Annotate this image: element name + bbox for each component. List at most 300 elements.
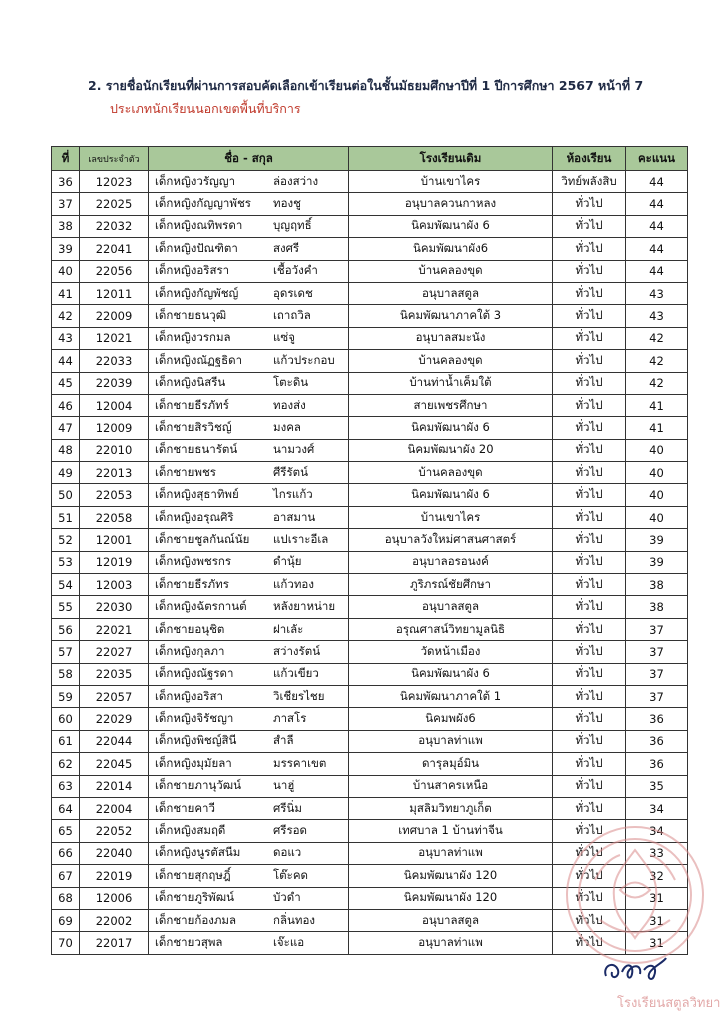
cell-school: นิคมพัฒนาผัง6: [349, 238, 553, 260]
cell-school: นิคมพัฒนาผัง 6: [349, 663, 553, 685]
table-row: [52, 439, 688, 461]
cell-score: 37: [626, 663, 688, 685]
cell-room: ทั่วไป: [553, 641, 626, 663]
table-row: [52, 730, 688, 752]
cell-score: 43: [626, 282, 688, 304]
cell-room: ทั่วไป: [553, 663, 626, 685]
page-subtitle: ประเภทนักเรียนนอกเขตพื้นที่บริการ: [110, 101, 301, 116]
cell-score: 42: [626, 350, 688, 372]
cell-score: 31: [626, 909, 688, 931]
cell-score: 40: [626, 484, 688, 506]
cell-score: 41: [626, 417, 688, 439]
last-name: ล่องสว่าง: [273, 173, 319, 188]
cell-no: 40: [52, 260, 80, 282]
first-name: เด็กหญิงวรกมล: [155, 330, 231, 345]
cell-room: ทั่วไป: [553, 551, 626, 573]
last-name: เชื้อวังคำ: [273, 263, 318, 278]
cell-school: อนุบาลวังใหม่ศาสนศาสตร์: [349, 529, 553, 551]
first-name: เด็กชายธีรภัทร์: [155, 397, 229, 412]
cell-id: 22014: [80, 775, 149, 797]
cell-id: 12006: [80, 887, 149, 909]
cell-score: 44: [626, 238, 688, 260]
cell-name: [149, 305, 349, 327]
cell-score: 42: [626, 372, 688, 394]
cell-id: 22032: [80, 215, 149, 237]
table-row: [52, 484, 688, 506]
school-seal-stamp: [560, 820, 710, 970]
cell-room: ทั่วไป: [553, 820, 626, 842]
cell-room: ทั่วไป: [553, 506, 626, 528]
cell-school: บ้านเขาไคร: [349, 171, 553, 193]
cell-name: [149, 529, 349, 551]
cell-id: 22021: [80, 618, 149, 640]
cell-school: นิคมพัฒนาผัง 6: [349, 215, 553, 237]
cell-id: 12019: [80, 551, 149, 573]
first-name: เด็กหญิงณัฏฐธิดา: [155, 352, 243, 367]
cell-room: ทั่วไป: [553, 238, 626, 260]
table-row: [52, 417, 688, 439]
seal-text: โรงเรียนสตูลวิทยา: [617, 996, 721, 1011]
cell-score: 31: [626, 887, 688, 909]
cell-score: 40: [626, 506, 688, 528]
cell-no: 43: [52, 327, 80, 349]
last-name: แก้วทอง: [273, 576, 314, 591]
cell-no: 67: [52, 865, 80, 887]
cell-no: 49: [52, 462, 80, 484]
cell-room: ทั่วไป: [553, 282, 626, 304]
cell-id: 22019: [80, 865, 149, 887]
table-row: [52, 551, 688, 573]
last-name: แปเราะอีเล: [273, 531, 329, 546]
first-name: เด็กชายสุกฤษฎิ์: [155, 867, 231, 882]
cell-id: 22004: [80, 797, 149, 819]
header-no: ที่: [52, 147, 80, 171]
cell-school: อนุบาลควนกาหลง: [349, 193, 553, 215]
cell-school: เทศบาล 1 บ้านท่าจีน: [349, 820, 553, 842]
cell-score: 34: [626, 820, 688, 842]
cell-room: ทั่วไป: [553, 529, 626, 551]
cell-school: บ้านสาครเหนือ: [349, 775, 553, 797]
cell-no: 69: [52, 909, 80, 931]
table-row: [52, 685, 688, 707]
first-name: เด็กหญิงสมฤดี: [155, 823, 226, 838]
cell-id: 22057: [80, 685, 149, 707]
table-row: [52, 618, 688, 640]
cell-no: 47: [52, 417, 80, 439]
cell-school: อนุบาลท่าแพ: [349, 730, 553, 752]
cell-id: 22041: [80, 238, 149, 260]
cell-no: 45: [52, 372, 80, 394]
last-name: สงศรี: [273, 240, 300, 255]
cell-room: ทั่วไป: [553, 865, 626, 887]
last-name: มงคล: [273, 419, 301, 434]
cell-school: บ้านคลองขุด: [349, 462, 553, 484]
cell-no: 36: [52, 171, 80, 193]
last-name: ดำนุ้ย: [273, 554, 302, 569]
header-score: คะแนน: [626, 147, 688, 171]
first-name: เด็กหญิงพิชญ์สินี: [155, 733, 237, 748]
table-row: [52, 596, 688, 618]
last-name: หลังยาหน่าย: [273, 599, 336, 614]
first-name: เด็กชายวสุพล: [155, 934, 223, 949]
table-row: [52, 462, 688, 484]
cell-school: มุสลิมวิทยาภูเก็ต: [349, 797, 553, 819]
cell-id: 22025: [80, 193, 149, 215]
cell-school: บ้านท่าน้ำเค็มใต้: [349, 372, 553, 394]
cell-id: 22052: [80, 820, 149, 842]
cell-room: ทั่วไป: [553, 417, 626, 439]
cell-id: 12023: [80, 171, 149, 193]
cell-name: [149, 171, 349, 193]
cell-room: ทั่วไป: [553, 260, 626, 282]
cell-school: นิคมพัฒนาภาคใต้ 1: [349, 685, 553, 707]
cell-room: ทั่วไป: [553, 797, 626, 819]
cell-no: 38: [52, 215, 80, 237]
cell-no: 51: [52, 506, 80, 528]
cell-name: [149, 641, 349, 663]
header-id: เลขประจำตัว: [80, 147, 149, 171]
cell-room: ทั่วไป: [553, 618, 626, 640]
cell-name: [149, 462, 349, 484]
first-name: เด็กชายธนวุฒิ: [155, 308, 227, 323]
first-name: เด็กหญิงพชรกร: [155, 554, 232, 569]
cell-no: 54: [52, 574, 80, 596]
cell-school: อนุบาลสตูล: [349, 596, 553, 618]
last-name: แก้วเขียว: [273, 666, 319, 681]
cell-id: 12021: [80, 327, 149, 349]
cell-school: อนุบาลท่าแพ: [349, 932, 553, 954]
cell-no: 70: [52, 932, 80, 954]
cell-room: ทั่วไป: [553, 909, 626, 931]
last-name: สำลี: [273, 733, 294, 748]
cell-name: [149, 685, 349, 707]
cell-name: [149, 215, 349, 237]
last-name: ภาสโร: [273, 711, 307, 726]
table-row: [52, 797, 688, 819]
cell-id: 22039: [80, 372, 149, 394]
cell-no: 56: [52, 618, 80, 640]
cell-id: 22053: [80, 484, 149, 506]
cell-name: [149, 797, 349, 819]
cell-room: ทั่วไป: [553, 775, 626, 797]
cell-score: 40: [626, 439, 688, 461]
last-name: เถาถวิล: [273, 308, 311, 323]
cell-no: 39: [52, 238, 80, 260]
cell-school: อนุบาลท่าแพ: [349, 842, 553, 864]
cell-score: 44: [626, 215, 688, 237]
cell-school: นิคมพัฒนาผัง 120: [349, 865, 553, 887]
header-school: โรงเรียนเดิม: [349, 147, 553, 171]
first-name: เด็กหญิงฉัตรกานต์: [155, 599, 247, 614]
cell-school: อนุบาลสตูล: [349, 909, 553, 931]
table-row: [52, 394, 688, 416]
cell-name: [149, 506, 349, 528]
last-name: ศีรีรัตน์: [273, 464, 308, 479]
cell-school: นิคมพัฒนาผัง 120: [349, 887, 553, 909]
cell-id: 22027: [80, 641, 149, 663]
last-name: โต๊ะคด: [273, 867, 308, 882]
first-name: เด็กหญิงนูรตัสนีม: [155, 845, 241, 860]
last-name: นามวงศ์: [273, 442, 315, 457]
cell-score: 36: [626, 753, 688, 775]
last-name: นาฮู่: [273, 778, 295, 793]
cell-room: ทั่วไป: [553, 462, 626, 484]
last-name: ฝาเลัะ: [273, 621, 304, 636]
cell-no: 41: [52, 282, 80, 304]
cell-score: 36: [626, 730, 688, 752]
cell-school: บ้านเขาไคร: [349, 506, 553, 528]
cell-room: ทั่วไป: [553, 193, 626, 215]
cell-name: [149, 596, 349, 618]
first-name: เด็กชายสิรวิชญ์: [155, 419, 232, 434]
cell-room: ทั่วไป: [553, 372, 626, 394]
cell-name: [149, 865, 349, 887]
cell-name: [149, 260, 349, 282]
cell-school: อนุบาลสตูล: [349, 282, 553, 304]
cell-room: ทั่วไป: [553, 327, 626, 349]
cell-no: 55: [52, 596, 80, 618]
cell-name: [149, 327, 349, 349]
cell-score: 44: [626, 171, 688, 193]
cell-name: [149, 887, 349, 909]
cell-score: 39: [626, 529, 688, 551]
cell-id: 12011: [80, 282, 149, 304]
cell-id: 22017: [80, 932, 149, 954]
cell-name: [149, 282, 349, 304]
cell-id: 22010: [80, 439, 149, 461]
cell-score: 41: [626, 394, 688, 416]
cell-id: 22040: [80, 842, 149, 864]
cell-room: ทั่วไป: [553, 753, 626, 775]
cell-room: ทั่วไป: [553, 685, 626, 707]
cell-no: 60: [52, 708, 80, 730]
header-room: ห้องเรียน: [553, 147, 626, 171]
cell-no: 52: [52, 529, 80, 551]
cell-id: 22044: [80, 730, 149, 752]
cell-room: ทั่วไป: [553, 305, 626, 327]
cell-no: 58: [52, 663, 80, 685]
table-row: [52, 260, 688, 282]
cell-school: นิคมพัฒนาผัง 6: [349, 417, 553, 439]
table-header-row: [52, 147, 688, 171]
cell-id: 22056: [80, 260, 149, 282]
cell-school: นิคมพัฒนาผัง 6: [349, 484, 553, 506]
cell-no: 63: [52, 775, 80, 797]
table-row: [52, 663, 688, 685]
table-row: [52, 775, 688, 797]
table-row: [52, 574, 688, 596]
cell-school: สายเพชรศึกษา: [349, 394, 553, 416]
page-title: 2. รายชื่อนักเรียนที่ผ่านการสอบคัดเลือกเข้าเรียนต่อในชั้นมัธยมศึกษาปีที่ 1 ปีการศึกษา 2567 หน้าที่ 7: [88, 78, 644, 93]
table-row: [52, 215, 688, 237]
last-name: ศรีรอด: [273, 823, 308, 838]
cell-no: 57: [52, 641, 80, 663]
first-name: เด็กหญิงณทิพรดา: [155, 218, 243, 233]
cell-score: 34: [626, 797, 688, 819]
cell-room: ทั่วไป: [553, 730, 626, 752]
cell-name: [149, 663, 349, 685]
first-name: เด็กหญิงนิสรีน: [155, 375, 226, 390]
cell-id: 22033: [80, 350, 149, 372]
cell-id: 12009: [80, 417, 149, 439]
table-row: [52, 193, 688, 215]
cell-score: 42: [626, 327, 688, 349]
table-row: [52, 350, 688, 372]
last-name: บุญฤทธิ์: [273, 218, 312, 233]
cell-room: ทั่วไป: [553, 350, 626, 372]
cell-score: 37: [626, 618, 688, 640]
table-row: [52, 753, 688, 775]
first-name: เด็กชายก้องภมล: [155, 912, 237, 927]
cell-school: นิคมพัฒนาภาคใต้ 3: [349, 305, 553, 327]
cell-name: [149, 439, 349, 461]
last-name: กลิ่นทอง: [273, 912, 315, 927]
cell-no: 48: [52, 439, 80, 461]
cell-name: [149, 484, 349, 506]
cell-name: [149, 775, 349, 797]
cell-name: [149, 417, 349, 439]
cell-score: 38: [626, 574, 688, 596]
cell-id: 22035: [80, 663, 149, 685]
cell-school: อนุบาลอรอนงค์: [349, 551, 553, 573]
cell-name: [149, 730, 349, 752]
cell-name: [149, 909, 349, 931]
first-name: เด็กหญิงณัฐรดา: [155, 666, 234, 681]
last-name: มรรคาเขต: [273, 755, 327, 770]
cell-id: 12003: [80, 574, 149, 596]
last-name: เจ๊ะแอ: [273, 934, 305, 949]
cell-name: [149, 932, 349, 954]
cell-score: 44: [626, 260, 688, 282]
cell-score: 37: [626, 641, 688, 663]
last-name: โตะดิน: [273, 375, 309, 390]
cell-score: 38: [626, 596, 688, 618]
cell-no: 50: [52, 484, 80, 506]
cell-room: ทั่วไป: [553, 574, 626, 596]
cell-name: [149, 394, 349, 416]
cell-room: วิทย์พลังสิบ: [553, 171, 626, 193]
cell-name: [149, 708, 349, 730]
cell-no: 42: [52, 305, 80, 327]
cell-score: 31: [626, 932, 688, 954]
cell-name: [149, 551, 349, 573]
cell-room: ทั่วไป: [553, 842, 626, 864]
first-name: เด็กหญิงกัญญาพัชร: [155, 196, 251, 211]
cell-score: 33: [626, 842, 688, 864]
last-name: แก้วประกอบ: [273, 352, 335, 367]
cell-no: 44: [52, 350, 80, 372]
cell-id: 22030: [80, 596, 149, 618]
table-row: [52, 282, 688, 304]
first-name: เด็กชายธีรภัทร: [155, 576, 229, 591]
last-name: วิเชียรไชย: [273, 688, 325, 703]
cell-id: 12004: [80, 394, 149, 416]
cell-room: ทั่วไป: [553, 484, 626, 506]
first-name: เด็กหญิงปัณฑิตา: [155, 240, 238, 255]
cell-score: 39: [626, 551, 688, 573]
last-name: ทองส่ง: [273, 397, 306, 412]
cell-score: 35: [626, 775, 688, 797]
last-name: อุดรเดช: [273, 285, 313, 300]
cell-room: ทั่วไป: [553, 887, 626, 909]
cell-no: 62: [52, 753, 80, 775]
cell-name: [149, 193, 349, 215]
cell-school: ดารุลมุอ์มิน: [349, 753, 553, 775]
cell-school: อนุบาลสมะนัง: [349, 327, 553, 349]
last-name: ไกรแก้ว: [273, 487, 313, 502]
cell-school: วัดหน้าเมือง: [349, 641, 553, 663]
cell-id: 22013: [80, 462, 149, 484]
first-name: เด็กชายชูลกันณ์นัย: [155, 531, 250, 546]
cell-school: บ้านคลองขุด: [349, 260, 553, 282]
cell-name: [149, 820, 349, 842]
table-row: [52, 171, 688, 193]
last-name: บัวดำ: [273, 890, 301, 905]
cell-name: [149, 372, 349, 394]
cell-score: 32: [626, 865, 688, 887]
last-name: ทองชู: [273, 196, 301, 211]
cell-no: 68: [52, 887, 80, 909]
header-name: ชื่อ - สกุล: [149, 147, 349, 171]
cell-name: [149, 350, 349, 372]
last-name: ศรีนิ่ม: [273, 800, 302, 815]
first-name: เด็กชายพชร: [155, 464, 216, 479]
first-name: เด็กหญิงอริสรา: [155, 263, 230, 278]
cell-school: บ้านคลองขุด: [349, 350, 553, 372]
first-name: เด็กชายธนารัตน์: [155, 442, 238, 457]
cell-room: ทั่วไป: [553, 215, 626, 237]
first-name: เด็กชายคาวี: [155, 800, 215, 815]
cell-id: 22009: [80, 305, 149, 327]
last-name: สว่างรัตน์: [273, 643, 321, 658]
cell-name: [149, 574, 349, 596]
table-row: [52, 372, 688, 394]
first-name: เด็กหญิงกัญพัชญ์: [155, 285, 239, 300]
cell-no: 59: [52, 685, 80, 707]
first-name: เด็กชายภานุวัฒน์: [155, 778, 241, 793]
cell-no: 37: [52, 193, 80, 215]
last-name: แซ่จู: [273, 330, 295, 345]
cell-school: ภูริภรณ์ชัยศึกษา: [349, 574, 553, 596]
first-name: เด็กหญิงสุธาทิพย์: [155, 487, 239, 502]
first-name: เด็กหญิงมุมัยลา: [155, 755, 232, 770]
table-row: [52, 506, 688, 528]
cell-school: นิคมพผัง6: [349, 708, 553, 730]
cell-school: นิคมพัฒนาผัง 20: [349, 439, 553, 461]
cell-name: [149, 238, 349, 260]
table-row: [52, 641, 688, 663]
cell-room: ทั่วไป: [553, 394, 626, 416]
cell-name: [149, 842, 349, 864]
cell-room: ทั่วไป: [553, 596, 626, 618]
cell-no: 65: [52, 820, 80, 842]
last-name: ดอแว: [273, 845, 302, 860]
first-name: เด็กหญิงอริสา: [155, 688, 223, 703]
first-name: เด็กหญิงจิรัชญา: [155, 711, 234, 726]
first-name: เด็กหญิงวรัญญา: [155, 173, 236, 188]
cell-no: 64: [52, 797, 80, 819]
cell-no: 66: [52, 842, 80, 864]
cell-score: 44: [626, 193, 688, 215]
cell-id: 12001: [80, 529, 149, 551]
table-row: [52, 529, 688, 551]
last-name: อาสมาน: [273, 509, 316, 524]
table-row: [52, 708, 688, 730]
cell-id: 22045: [80, 753, 149, 775]
table-row: [52, 305, 688, 327]
table-row: [52, 238, 688, 260]
cell-score: 43: [626, 305, 688, 327]
